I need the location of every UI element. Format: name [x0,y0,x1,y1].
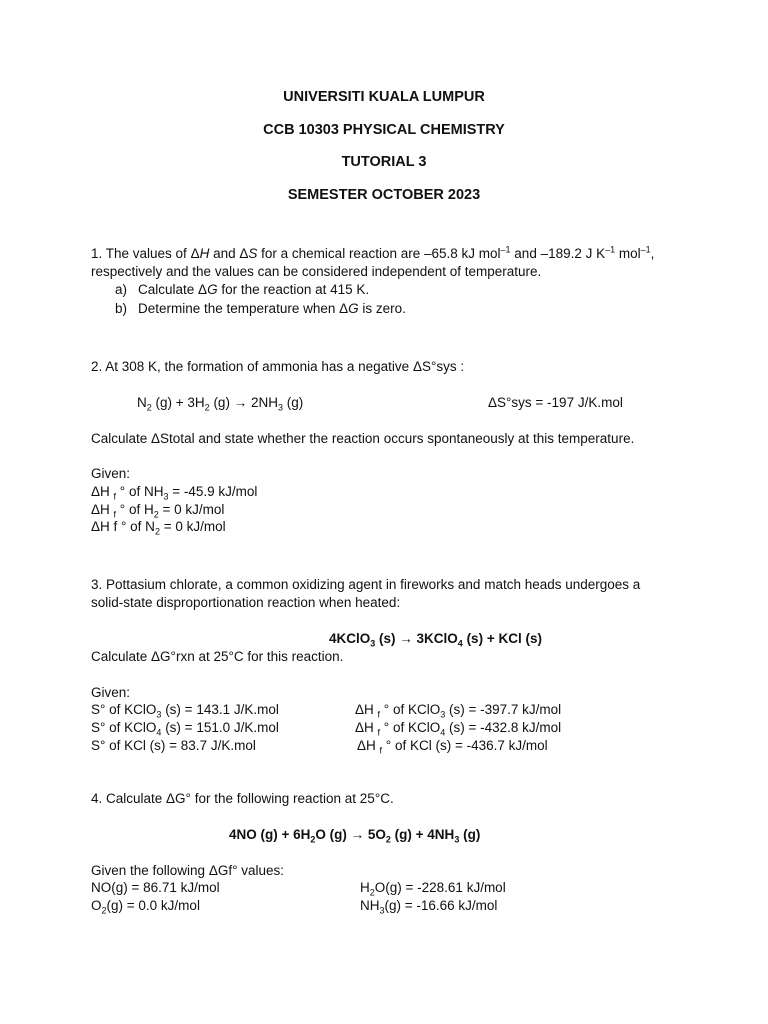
q2-given-h2: ΔH $_f$ ° of $H_2 = 0$ kJ/mol [91,502,225,520]
q2-given-label: Given: [91,466,131,481]
q3-line2: solid-state disproportionation reaction when heated: [91,595,401,610]
q1-line1: 1. The values of ΔH and ΔS for a chemical reaction are –65.8 kJ mol$^{-1}$ and –189.2 J $K^{-1}$ mol$^{-1}$, [91,244,655,261]
q3-given-h-kclo4: ΔH $_f$ ° of KClO$_4$ (s) = -432.8 kJ/mol [355,720,562,738]
q3-given-s-kclo4: S° of KClO$_4$ (s) = 151.0 J/K.mol [91,720,279,738]
q4-given-nh3: $NH_3(g) = -16.66$ kJ/mol [360,898,498,916]
q1-part-a: a) Calculate ΔG for the reaction at 415 K. [115,282,370,297]
q2-intro: 2. At 308 K, the formation of ammonia has a negative ΔS°sys : [91,359,465,374]
q4-equation: 4NO $(g) + 6H_2O$ $(g) \to 5O_2$ $(g) + 4NH_3$ (g) [229,827,481,845]
q4-intro: 4. Calculate ΔG° for the following reaction at 25°C. [91,791,394,806]
q1-part-b: b) Determine the temperature when ΔG is zero. [115,301,406,316]
q2-dssys: ΔS°sys = -197 J/K.mol [488,395,623,410]
semester: SEMESTER OCTOBER 2023 [287,187,481,203]
q4-given-h2o: $H_2O(g) = -228.61$ kJ/mol [360,880,506,898]
q4-given-no: NO(g) = 86.71 kJ/mol [91,880,220,895]
q2-given-n2: ΔH f ° of $N_2 = 0$ kJ/mol [91,519,226,537]
q3-task: Calculate ΔG°rxn at 25°C for this reaction. [91,649,344,664]
q2-task: Calculate ΔStotal and state whether the reaction occurs spontaneously at this temperature. [91,431,635,446]
q3-given-h-kclo3: ΔH $_f$ ° of KClO$_3$ (s) = -397.7 kJ/mol [355,702,562,720]
q1-line2: respectively and the values can be considered independent of temperature. [91,264,542,279]
university-name: UNIVERSITI KUALA LUMPUR [283,89,485,105]
q4-given-label: Given the following ΔGf° values: [91,863,285,878]
q3-line1: 3. Pottasium chlorate, a common oxidizing agent in fireworks and match heads undergoes a [91,577,641,592]
q3-given-label: Given: [91,685,131,700]
q3-given-s-kcl: S° of KCl (s) = 83.7 J/K.mol [91,738,256,753]
course-title: CCB 10303 PHYSICAL CHEMISTRY [263,122,505,138]
q3-given-s-kclo3: S° of KClO$_3$ (s) = 143.1 J/K.mol [91,702,279,720]
q3-given-h-kcl: ΔH $_f$ ° of KCl (s) = -436.7 kJ/mol [357,738,548,756]
q4-given-o2: $O_2(g) = 0.0$ kJ/mol [91,898,200,916]
q3-equation: 4KClO$_3$ (s) → 3KClO$_4$ (s) + KCl (s) [329,631,542,649]
tutorial-number: TUTORIAL 3 [341,154,427,170]
q2-given-nh3: ΔH $_f$ ° of $NH_3 = -45.9$ kJ/mol [91,484,258,502]
q2-equation: $N_2$ $(g) + 3H_2$ $(g) \to 2NH_3$ (g) [137,395,304,413]
